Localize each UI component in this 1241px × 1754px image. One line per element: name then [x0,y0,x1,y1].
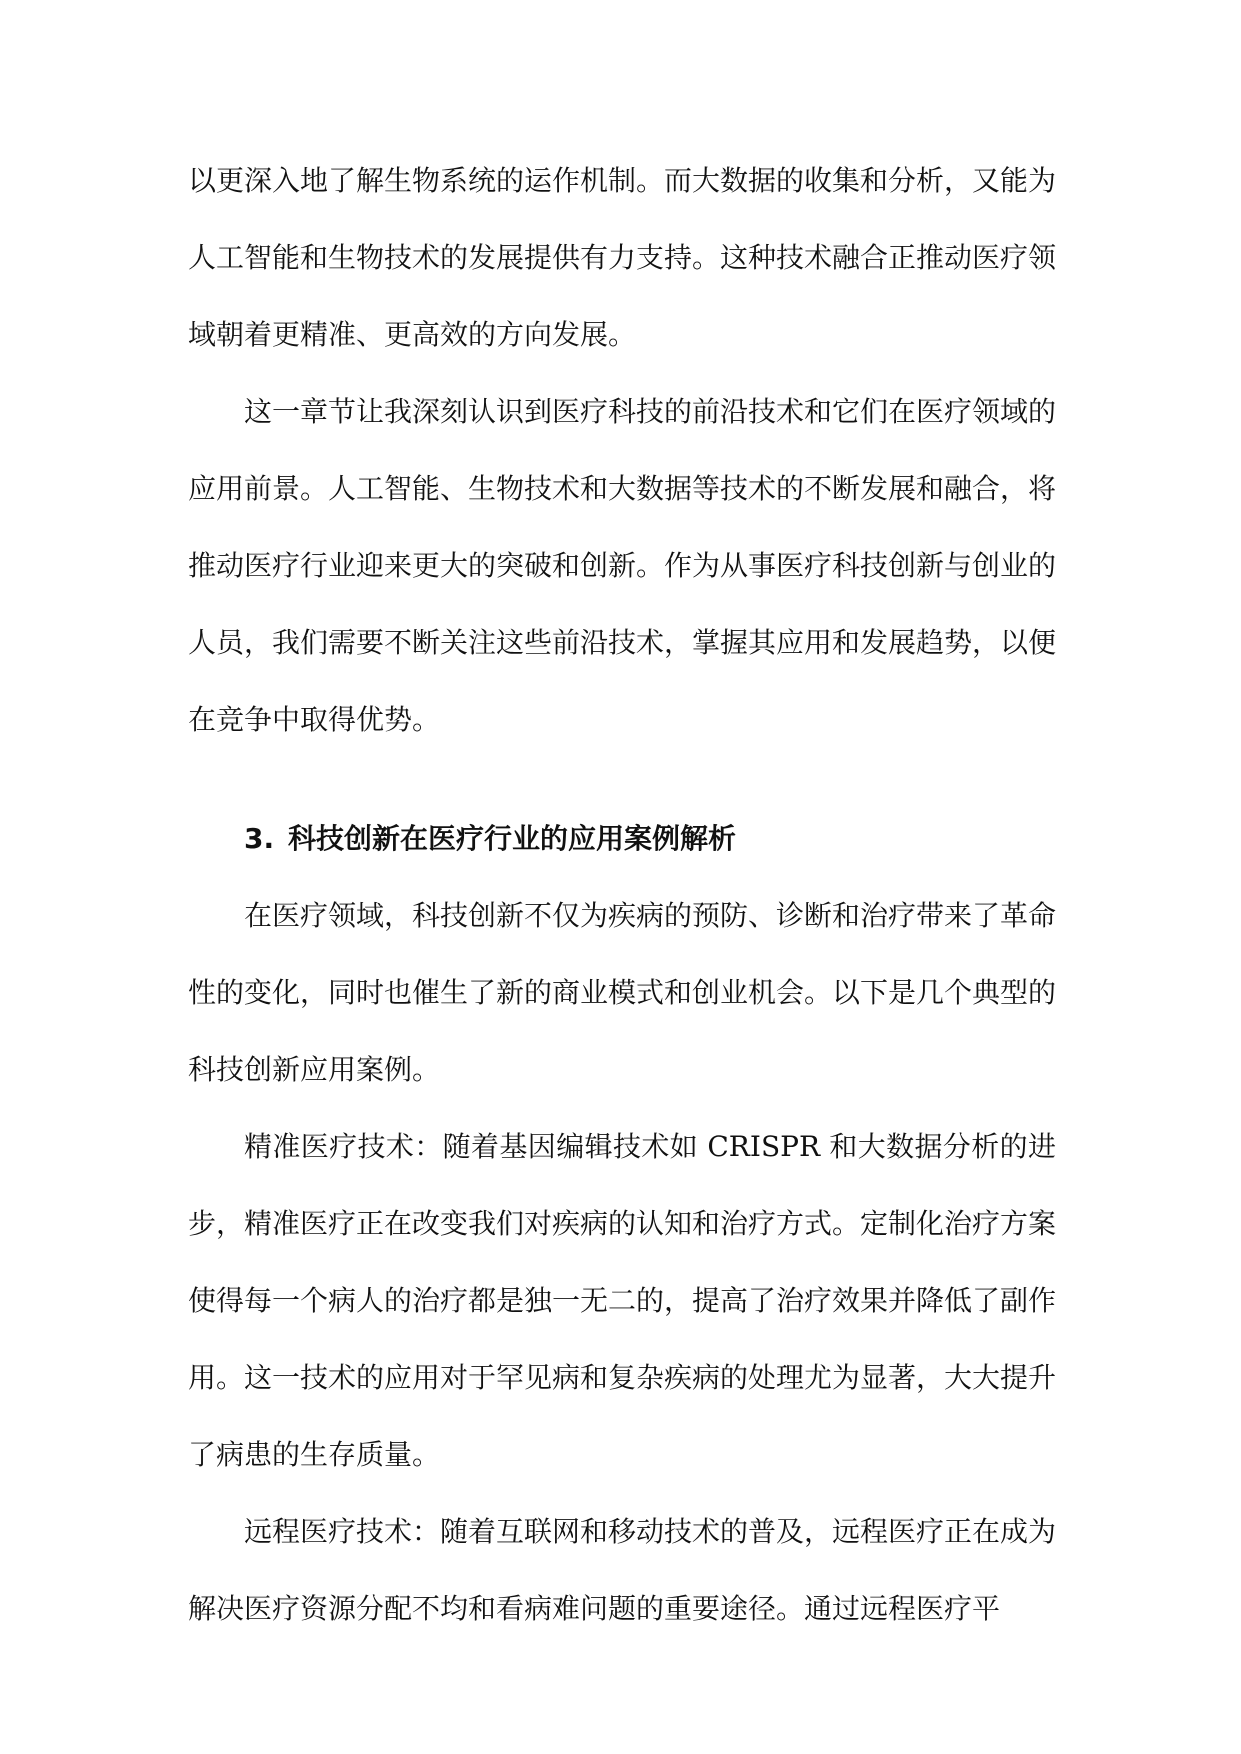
paragraph-intro: 在医疗领域，科技创新不仅为疾病的预防、诊断和治疗带来了革命性的变化，同时也催生了新的商业模式和创业机会。以下是几个典型的科技创新应用案例。 [188,899,1057,1086]
document-body [188,142,1056,1647]
section-heading [188,800,1056,877]
section-title: 科技创新在医疗行业的应用案例解析 [288,822,737,855]
section-number: 3. [244,822,275,855]
paragraph-continued: 以更深入地了解生物系统的运作机制。而大数据的收集和分析，又能为人工智能和生物技术的发展提供有力支持。这种技术融合正推动医疗领域朝着更精准、更高效的方向发展。 [188,164,1057,351]
paragraph-precision-medicine: 精准医疗技术：随着基因编辑技术如 CRISPR 和大数据分析的进步，精准医疗正在改变我们对疾病的认知和治疗方式。定制化治疗方案使得每一个病人的治疗都是独一无二的，提高了治疗效果并降低了副作用。这一技术的应用对于罕见病和复杂疾病的处理尤为显著，大大提升了病患的生存质量。 [188,1130,1057,1471]
paragraph-chapter-reflection: 这一章节让我深刻认识到医疗科技的前沿技术和它们在医疗领域的应用前景。人工智能、生物技术和大数据等技术的不断发展和融合，将推动医疗行业迎来更大的突破和创新。作为从事医疗科技创新与创业的人员，我们需要不断关注这些前沿技术，掌握其应用和发展趋势，以便在竞争中取得优势。 [188,395,1057,736]
paragraph-telemedicine: 远程医疗技术：随着互联网和移动技术的普及，远程医疗正在成为解决医疗资源分配不均和看病难问题的重要途径。通过远程医疗平 [188,1515,1057,1625]
